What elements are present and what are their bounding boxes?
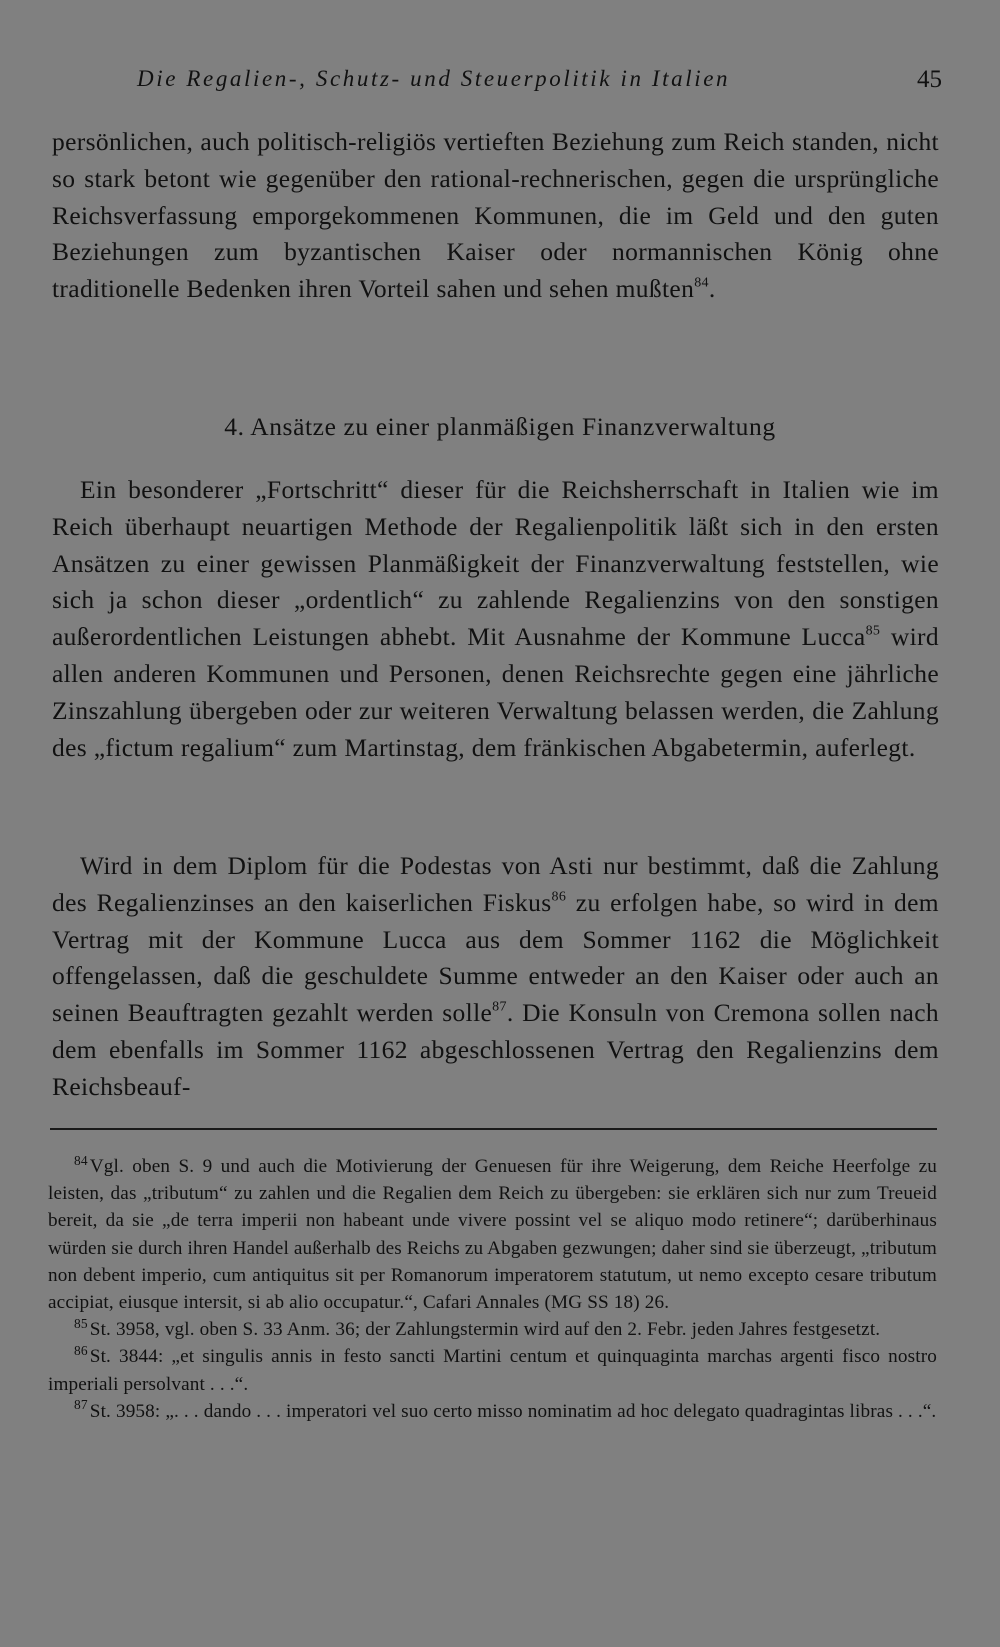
section-heading: 4. Ansätze zu einer planmäßigen Finanzverwaltung: [224, 412, 776, 441]
paragraph-text: persönlichen, auch politisch-religiös vertieften Beziehung zum Reich standen, nicht so stark betont wie gegenüber den rational-rechnerischen, gegen die ursprüngliche Reichsverfassung emporgekommenen Kommunen, die im Geld und den guten Beziehungen zum byzantischen Kaiser oder normannischen König ohne traditionelle Bedenken ihren Vorteil sahen und sehen mußten: [52, 127, 939, 304]
footnote-ref-84: 84: [694, 275, 709, 291]
footnote-text: St. 3958, vgl. oben S. 33 Anm. 36; der Zahlungstermin wird auf den 2. Febr. jeden Jahres festgesetzt.: [89, 1319, 881, 1341]
footnote-84: [48, 1153, 937, 1316]
paragraph-text: Wird in dem Diplom für die Podestas von Asti nur bestimmt, daß die Zahlung des Regalienzinses an den kaiserlichen Fiskus: [52, 851, 939, 917]
paragraph-text-end: .: [708, 274, 716, 304]
paragraph: [52, 472, 939, 766]
footnote-85: [48, 1316, 937, 1343]
footnote-ref-85: 85: [865, 623, 881, 639]
paragraph-text: Ein besonderer „Fortschritt“ dieser für die Reichsherrschaft in Italien wie im Reich überhaupt neuartigen Methode der Regalienpolitik läßt sich in den ersten Ansätzen zu einer gewissen Planmäßigkeit der Finanzverwaltung feststellen, wie sich ja schon dieser „ordentlich“ zu zahlende Regalienzins von den sonstigen außerordentlichen Leistungen abhebt. Mit Ausnahme der Kommune Lucca: [52, 475, 939, 652]
footnote-number: 84: [74, 1152, 88, 1168]
paragraph-text: . Die Konsuln von Cremona sollen nach dem ebenfalls im Sommer 1162 abgeschlossenen Vertrag den Regalienzins dem Reichsbeauf-: [52, 998, 939, 1101]
footnote-87: [48, 1398, 937, 1425]
footnote-number: 86: [74, 1343, 88, 1359]
footnote-86: [48, 1343, 937, 1397]
footnotes: [48, 1153, 937, 1425]
footnote-text: St. 3958: „. . . dando . . . imperatori vel suo certo misso nominatim ad hoc delegato quadragintas libras . . .“.: [89, 1400, 937, 1422]
footnote-text: Vgl. oben S. 9 und auch die Motivierung der Genuesen für ihre Weigerung, dem Reiche Heerfolge zu leisten, das „tributum“ zu zahlen und die Regalien dem Reich zu übergeben: sie erklären sich nur zum Treueid bereit, da sie „de terra imperii non habeant unde vivere possint vel se aliquo modo retinere“; darüberhinaus würden sie durch ihren Handel außerhalb des Reichs zu Abgaben gezwungen; daher sind sie überzeugt, „tributum non debent imperio, cum antiquitus sit per Romanorum imperatorem statutum, ut nemo excepto cesare tributum accipiat, eiusque intersit, si ab alio occupatur.“, Cafari Annales (MG SS 18) 26.: [48, 1156, 937, 1314]
footnote-number: 85: [74, 1315, 88, 1331]
running-title: Die Regalien-, Schutz- und Steuerpolitik in Italien: [137, 66, 731, 91]
page-number: 45: [917, 66, 942, 93]
footnote-text: St. 3844: „et singulis annis in festo sancti Martini centum et quinquaginta marchas argenti fisco nostro imperiali persolvant . . .“.: [48, 1346, 937, 1395]
paragraph: [52, 848, 939, 1106]
paragraph-continued: [52, 124, 939, 308]
footnote-ref-86: 86: [551, 889, 567, 905]
paragraph-text: wird allen anderen Kommunen und Personen, denen Reichsrechte gegen eine jährliche Zinszahlung übergeben oder zur weiteren Verwaltung belassen werden, die Zahlung des „fictum regalium“ zum Martinstag, dem fränkischen Abgabetermin, auferlegt.: [52, 622, 939, 762]
page-header: [137, 66, 942, 100]
footnote-divider: [50, 1128, 937, 1130]
paragraph-text: zu erfolgen habe, so wird in dem Vertrag mit der Kommune Lucca aus dem Sommer 1162 die Möglichkeit offengelassen, daß die geschuldete Summe entweder an den Kaiser oder auch an seinen Beauftragten gezahlt werden solle: [52, 887, 939, 1028]
footnote-ref-87: 87: [492, 999, 507, 1015]
footnote-number: 87: [74, 1397, 88, 1413]
